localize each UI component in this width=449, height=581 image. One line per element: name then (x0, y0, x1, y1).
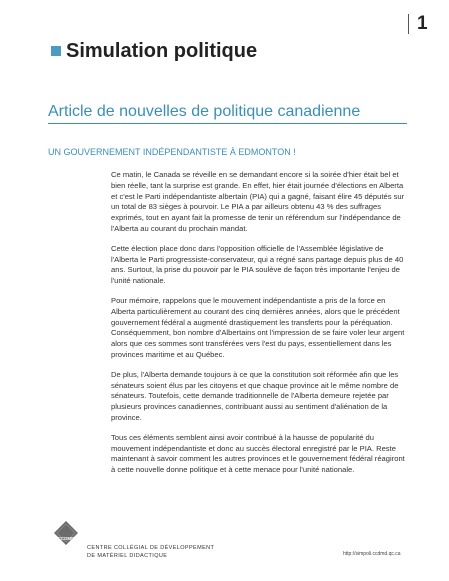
website-link[interactable]: http://simpoli.ccdmd.qc.ca (343, 551, 401, 557)
section-title: Article de nouvelles de politique canadienne (48, 103, 361, 120)
logo-text: CCDMD (57, 536, 75, 541)
article-paragraph: Ce matin, le Canada se réveille en se demandant encore si la soirée d'hier était bel et bien réelle, tant la surprise est grande. En effet, hier était journée d'élections en Alberta et c'est le Parti indépendantiste albertain (PIA) qui a gagné, faisant élire 45 députés sur un total de 83 sièges à pourvoir. Le PIA a par ailleurs obtenu 43 % des suffrages exprimés, tout en ayant fait la promesse de tenir un référendum sur l'indépendance de l'Alberta au courant du prochain mandat. (111, 170, 405, 233)
page-number: 1 (417, 13, 428, 34)
article-paragraph: Cette élection place donc dans l'opposition officielle de l'Assemblée législative de l'Alberta le Parti progressiste-conservateur, qui a régné sans partage depuis plus de 40 ans. Surtout, la prise du pouvoir par le PIA soulève de façon très importante l'enjeu de l'unité nationale. (111, 243, 404, 286)
section-divider (48, 123, 407, 124)
page-title: Simulation politique (66, 40, 258, 62)
title-square-icon (51, 46, 61, 56)
article-paragraph: Tous ces éléments semblent ainsi avoir contribué à la hausse de popularité du mouvement indépendantiste et donc au succès électoral enregistré par le PIA. Reste maintenant à savoir comment les autres provinces et le gouvernement fédéral réagiront à cette nouvelle donne politique et à cette menace pour l'unité nationale. (111, 432, 405, 475)
article-paragraph: Pour mémoire, rappelons que le mouvement indépendantiste a pris de la force en Alberta particulièrement au courant des cinq dernières années, alors que le précédent gouvernement fédéral a augmenté drastiquement les transferts pour la péréquation. Conséquemment, bon nombre d'Albertains ont l'impression de se faire voler leur argent alors que ces sommes sont transférées vers l'est du pays, essentiellement dans les provinces maritime et au Québec. (111, 295, 405, 359)
page-number-divider (408, 14, 409, 34)
article-paragraph: De plus, l'Alberta demande toujours à ce que la constitution soit réformée afin que les sénateurs soient élus par les citoyens et que chaque province ait le même nombre de sénateurs. Toutefois, cette demande traditionnelle de l'Alberta demeure rejetée par plusieurs provinces canadiennes, contribuant aussi au sentiment d'aliénation de la province. (111, 369, 399, 422)
article-body (111, 170, 411, 485)
organization-name-line1: CENTRE COLLÉGIAL DE DÉVELOPPEMENT (87, 545, 215, 551)
organization-name-line2: DE MATÉRIEL DIDACTIQUE (87, 553, 168, 559)
ccdmd-logo-icon (53, 520, 79, 546)
article-headline: UN GOUVERNEMENT INDÉPENDANTISTE À EDMONTON ! (48, 147, 296, 157)
